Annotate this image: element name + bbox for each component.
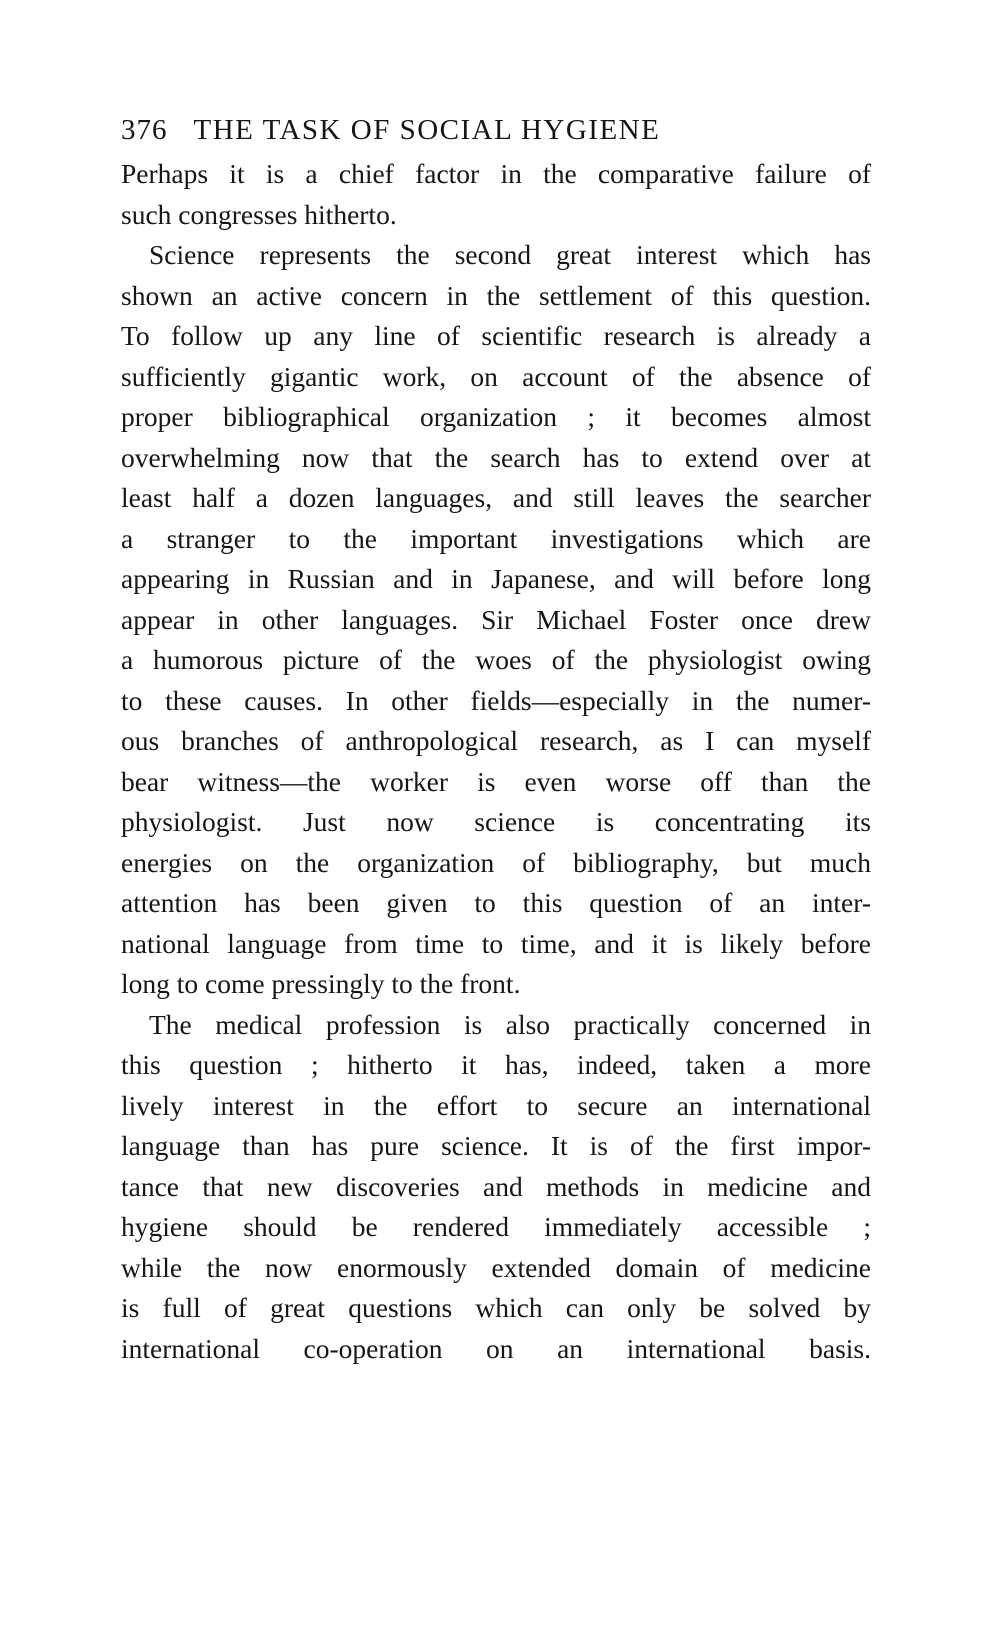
paragraph: [121, 154, 871, 235]
text-line: attention has been given to this question of an inter-: [121, 887, 871, 918]
paragraph: [121, 235, 871, 1005]
text-line: is full of great questions which can only be solved by: [121, 1292, 871, 1323]
running-title: THE TASK OF SOCIAL HYGIENE: [193, 114, 661, 146]
book-page: [121, 114, 871, 1369]
text-line: physiologist. Just now science is concentrating its: [121, 806, 871, 837]
text-line: To follow up any line of scientific research is already a: [121, 320, 871, 351]
text-line: appearing in Russian and in Japanese, and will before long: [121, 563, 871, 594]
text-line: while the now enormously extended domain of medicine: [121, 1251, 871, 1283]
text-line: least half a dozen languages, and still leaves the searcher: [121, 482, 871, 513]
text-line: proper bibliographical organization ; it becomes almost: [121, 401, 871, 432]
text-line: international co-operation on an international basis.: [121, 1332, 871, 1364]
text-line: national language from time to time, and it is likely before: [121, 927, 871, 959]
text-line: such congresses hitherto.: [121, 198, 397, 230]
text-line: Perhaps it is a chief factor in the comparative failure of: [121, 158, 871, 189]
text-line: a humorous picture of the woes of the physiologist owing: [121, 644, 871, 675]
text-line: tance that new discoveries and methods in medicine and: [121, 1170, 871, 1202]
text-line: energies on the organization of bibliography, but much: [121, 846, 871, 878]
text-line: a stranger to the important investigations which are: [121, 522, 871, 554]
text-line: this question ; hitherto it has, indeed, taken a more: [121, 1049, 871, 1080]
text-line: bear witness—the worker is even worse off than the: [121, 765, 871, 797]
text-line: ous branches of anthropological research, as I can myself: [121, 725, 871, 756]
running-head: [121, 114, 871, 154]
page-number: 376: [121, 114, 168, 146]
text-line: shown an active concern in the settlement of this question.: [121, 279, 871, 311]
text-line: hygiene should be rendered immediately accessible ;: [121, 1211, 871, 1242]
text-line: The medical profession is also practically concerned in: [149, 1008, 871, 1040]
text-line: lively interest in the effort to secure an international: [121, 1089, 871, 1121]
text-line: to these causes. In other fields—especially in the numer-: [121, 684, 871, 716]
text-line: Science represents the second great interest which has: [149, 239, 871, 270]
text-line: language than has pure science. It is of the first impor-: [121, 1130, 871, 1161]
text-line: sufficiently gigantic work, on account of the absence of: [121, 360, 871, 392]
text-line: appear in other languages. Sir Michael Foster once drew: [121, 603, 871, 635]
text-line: overwhelming now that the search has to extend over at: [121, 441, 871, 473]
text-line: long to come pressingly to the front.: [121, 968, 521, 999]
paragraph: [121, 1005, 871, 1370]
